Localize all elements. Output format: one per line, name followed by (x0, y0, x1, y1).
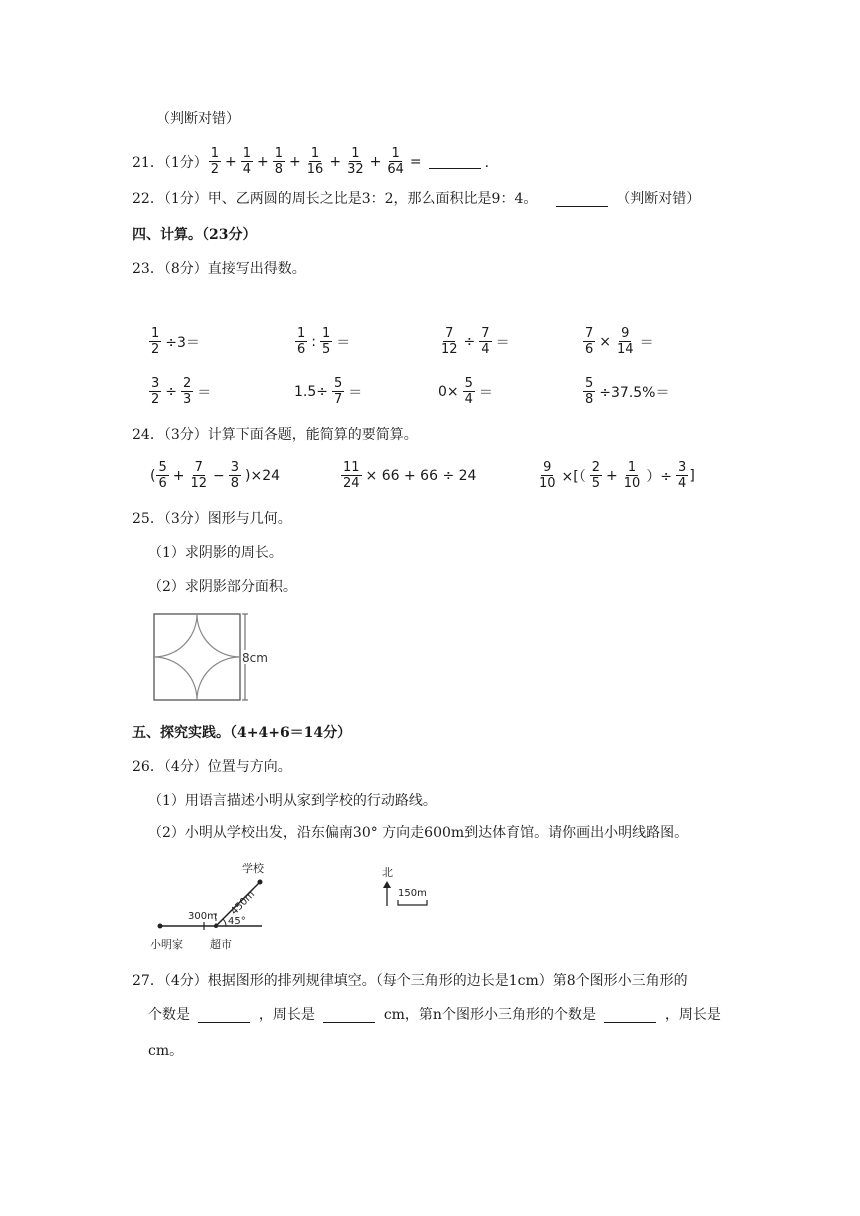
home-label: 小明家 (150, 938, 183, 951)
route-map (144, 856, 464, 956)
q25-sub-1: （1）求阴影的周长。 (148, 545, 283, 561)
question-22 (132, 188, 700, 210)
equals-sign: = (409, 153, 422, 170)
q21-term-6: $\frac{1}{64}$ (387, 146, 404, 177)
north-arrow-icon (383, 881, 391, 888)
q26-sub-2: （2）小明从学校出发，沿东偏南30° 方向走600m到达体育馆。请你画出小明线路图。 (148, 825, 689, 841)
q21-term-2: $\frac{1}{4}$ (242, 146, 252, 177)
q24-item-3: $\frac{9}{10}$ ×[（ $\frac{2}{5}$ + $\frac{1}{10}$ ）÷ $\frac{3}{4}$ ] (539, 460, 695, 491)
north-label: 北 (382, 866, 393, 879)
question-27-line-2: 个数是 ，周长是 cm，第n个图形小三角形的个数是 ，周长是 (148, 1007, 721, 1023)
q21-expression (208, 146, 407, 177)
q21-term-5: $\frac{1}{32}$ (347, 146, 364, 177)
school-label: 学校 (242, 862, 264, 875)
question-26: 26．（4分）位置与方向。 (132, 759, 292, 775)
q24-item-2: $\frac{11}{24}$ × 66 + 66 ÷ 24 (343, 460, 477, 491)
q23-item-8: $\frac{5}{8}$ ÷37.5%＝ (585, 376, 670, 407)
shaded-figure (150, 610, 290, 706)
question-27-line-1: 27．（4分）根据图形的排列规律填空。（每个三角形的边长是1cm）第8个图形小三角形的 (132, 973, 688, 989)
plus-sign: + (289, 153, 301, 170)
q21-term-1: $\frac{1}{2}$ (210, 146, 220, 177)
q23-item-5: $\frac{3}{2}$ ÷ $\frac{2}{3}$ ＝ (151, 376, 212, 407)
question-24: 24．（3分）计算下面各题，能简算的要简算。 (132, 427, 418, 443)
q22-note: （判断对错） (616, 191, 701, 207)
distance-450: 450m (228, 889, 258, 918)
scale-bar (398, 900, 427, 905)
market-label: 超市 (210, 938, 232, 951)
plus-sign: + (257, 153, 269, 170)
q27-blank-1[interactable] (198, 1008, 250, 1023)
q25-sub-2: （2）求阴影部分面积。 (148, 579, 297, 595)
q23-item-1: $\frac{1}{2}$ ÷3＝ (151, 326, 200, 357)
q21-end: ． (484, 154, 499, 171)
plus-sign: + (329, 153, 342, 170)
q23-item-4: $\frac{7}{6}$ × $\frac{9}{14}$ ＝ (585, 326, 654, 357)
question-23: 23．（8分）直接写出得数。 (132, 261, 306, 277)
plus-sign: + (225, 153, 237, 170)
q27-blank-3[interactable] (604, 1008, 656, 1023)
q26-sub-1: （1）用语言描述小明从家到学校的行动路线。 (148, 793, 437, 809)
judge-note: （判断对错） (156, 111, 240, 127)
scale-label: 150m (398, 888, 427, 899)
q27-blank-2[interactable] (323, 1008, 375, 1023)
q23-item-2: $\frac{1}{6}$ : $\frac{1}{5}$ ＝ (297, 326, 351, 357)
side-length-label: 8cm (242, 651, 268, 665)
question-27-line-3: cm。 (148, 1043, 184, 1059)
q22-text: 22．（1分）甲、乙两圆的周长之比是3：2，那么面积比是9：4。 (132, 191, 538, 207)
q22-answer-blank[interactable] (556, 192, 608, 207)
q23-item-7: 0× $\frac{5}{4}$ ＝ (438, 376, 493, 407)
distance-300: 300m (188, 911, 217, 922)
q24-item-1: ( $\frac{5}{6}$ + $\frac{7}{12}$ − $\frac{3}{8}$ )×24 (150, 460, 281, 491)
q23-item-3: $\frac{7}{12}$ ÷ $\frac{7}{4}$ ＝ (441, 326, 510, 357)
q23-item-6: 1.5÷ $\frac{5}{7}$ ＝ (294, 376, 363, 407)
angle-45: 45° (228, 916, 246, 927)
question-25: 25．（3分）图形与几何。 (132, 511, 292, 527)
plus-sign: + (369, 153, 382, 170)
q21-term-3: $\frac{1}{8}$ (274, 146, 284, 177)
q21-number: 21．（1分） (132, 154, 208, 171)
section-5-title: 五、探究实践。（4+4+6＝14分） (132, 725, 352, 741)
section-4-title: 四、计算。（23分） (132, 227, 257, 243)
q21-answer-blank[interactable] (429, 154, 481, 169)
q21-term-4: $\frac{1}{16}$ (306, 146, 324, 177)
question-21 (132, 146, 499, 177)
